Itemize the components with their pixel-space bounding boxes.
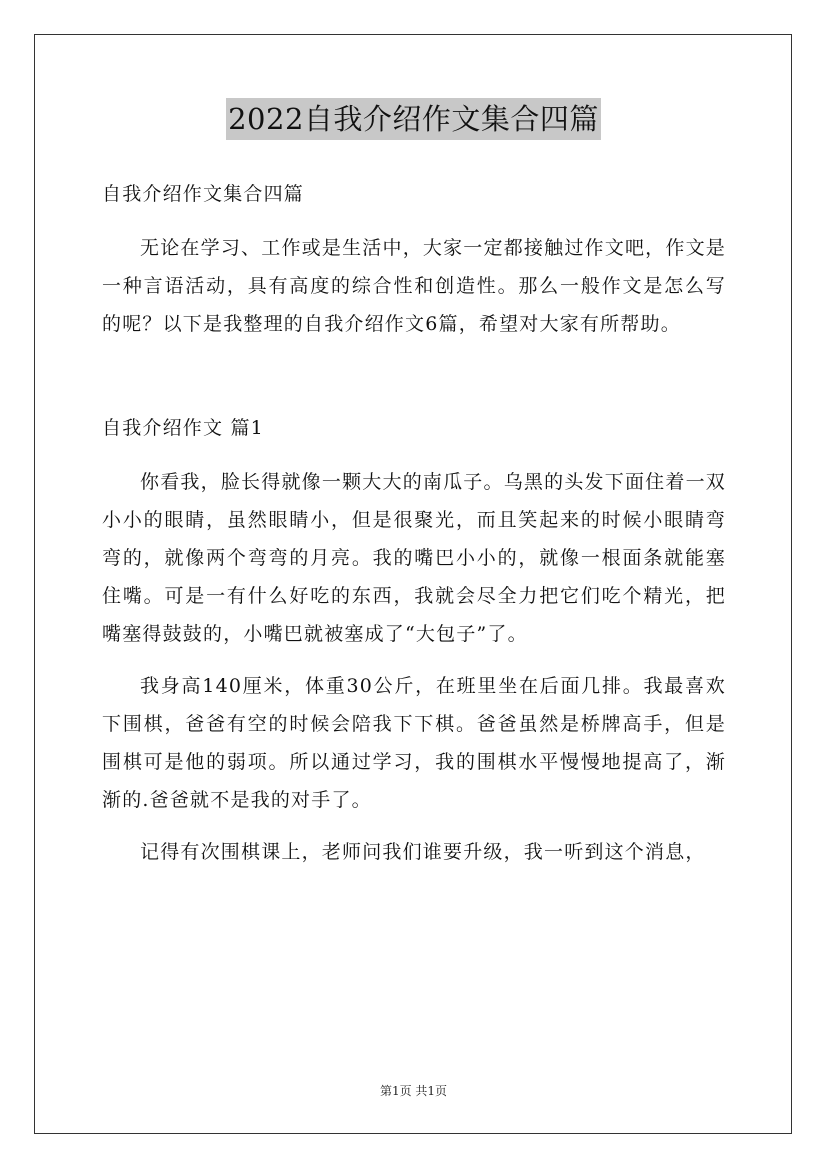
title-container: [0, 98, 827, 140]
page-footer: [0, 1082, 827, 1099]
section1-paragraph-3: 记得有次围棋课上，老师问我们谁要升级，我一听到这个消息，: [140, 841, 706, 863]
section1-paragraph-2: 我身高140厘米，体重30公斤，在班里坐在后面几排。我最喜欢下围棋，爸爸有空的时候会陪我下下棋。爸爸虽然是桥牌高手，但是围棋可是他的弱项。所以通过学习，我的围棋水平慢慢地提高了，渐渐的.爸爸就不是我的对手了。: [102, 675, 726, 811]
document-title: 2022自我介绍作文集合四篇: [226, 98, 601, 140]
section1-paragraph-1: 你看我，脸长得就像一颗大大的南瓜子。乌黑的头发下面住着一双小小的眼睛，虽然眼睛小，但是很聚光，而且笑起来的时候小眼睛弯弯的，就像两个弯弯的月亮。我的嘴巴小小的，就像一根面条就能塞住嘴。可是一有什么好吃的东西，我就会尽全力把它们吃个精光，把嘴塞得鼓鼓的，小嘴巴就被塞成了“大包子”了。: [102, 471, 726, 645]
page-indicator: 第1页 共1页: [379, 1084, 448, 1098]
intro-heading: 自我介绍作文集合四篇: [102, 183, 305, 205]
section1-heading: 自我介绍作文 篇1: [102, 417, 264, 439]
section-spacer: [102, 357, 726, 409]
intro-paragraph: 无论在学习、工作或是生活中，大家一定都接触过作文吧，作文是一种言语活动，具有高度的综合性和创造性。那么一般作文是怎么写的呢？以下是我整理的自我介绍作文6篇，希望对大家有所帮助。: [102, 237, 726, 335]
document-body: [102, 175, 726, 885]
